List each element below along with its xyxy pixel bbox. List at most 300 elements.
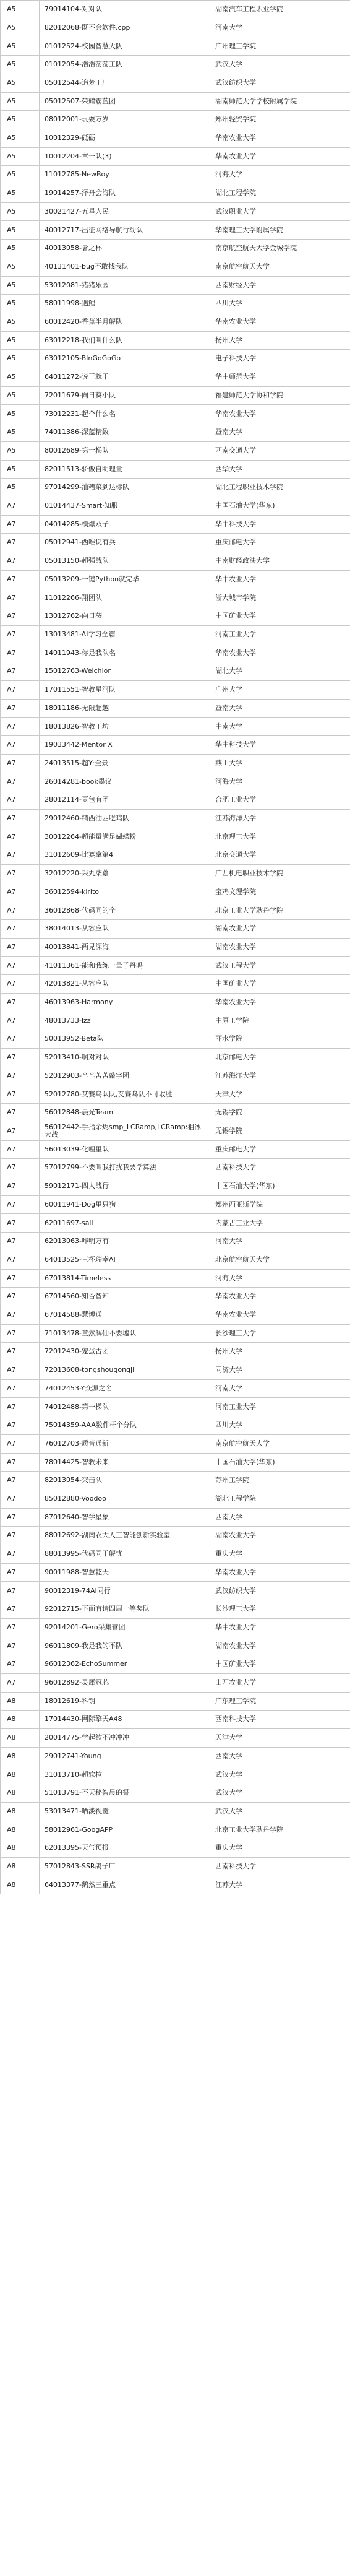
track-level-cell: A7 — [1, 956, 40, 975]
track-level-cell: A7 — [1, 534, 40, 552]
team-cell: 56012442-手指余烬smp_LCRamp,LCRamp:狙冰大战 — [40, 1122, 210, 1140]
school-cell: 湖南农业大学 — [210, 938, 350, 956]
team-cell: 63012218-我们叫什么队 — [40, 331, 210, 350]
table-row — [1, 1490, 350, 1508]
table-row — [1, 607, 350, 626]
table-row — [1, 1085, 350, 1104]
track-level-cell: A7 — [1, 1434, 40, 1453]
table-row — [1, 1821, 350, 1839]
track-level-cell: A7 — [1, 644, 40, 662]
table-row — [1, 1030, 350, 1049]
team-cell: 48013733-lzz — [40, 1012, 210, 1030]
track-level-cell: A5 — [1, 184, 40, 203]
school-cell: 四川大学 — [210, 295, 350, 313]
track-level-cell: A7 — [1, 791, 40, 810]
school-cell: 华南农业大学 — [210, 405, 350, 423]
team-cell: 57012843-SSR鸽子厂 — [40, 1858, 210, 1876]
team-cell: 17011551-智教星河队 — [40, 681, 210, 700]
track-level-cell: A5 — [1, 92, 40, 111]
track-level-cell: A7 — [1, 1269, 40, 1288]
table-row — [1, 1288, 350, 1306]
table-row — [1, 1508, 350, 1527]
team-cell: 52013410-啊对对队 — [40, 1049, 210, 1067]
school-cell: 北京航空航天大学 — [210, 1251, 350, 1269]
table-row — [1, 368, 350, 387]
track-level-cell: A7 — [1, 993, 40, 1012]
track-level-cell: A7 — [1, 1122, 40, 1140]
school-cell: 郑州西亚斯学院 — [210, 1195, 350, 1214]
team-cell: 60012420-香蕉半月解队 — [40, 313, 210, 331]
school-cell: 华中农业大学 — [210, 1618, 350, 1637]
school-cell: 广州大学 — [210, 681, 350, 700]
track-level-cell: A7 — [1, 1545, 40, 1564]
table-row — [1, 1545, 350, 1564]
school-cell: 重庆大学 — [210, 1545, 350, 1564]
track-level-cell: A5 — [1, 479, 40, 497]
school-cell: 河南工业大学 — [210, 1398, 350, 1416]
table-row — [1, 644, 350, 662]
school-cell: 福建师范大学协和学院 — [210, 386, 350, 405]
table-row — [1, 754, 350, 773]
table-row — [1, 1269, 350, 1288]
school-cell: 华南农业大学 — [210, 313, 350, 331]
track-level-cell: A7 — [1, 1140, 40, 1159]
track-level-cell: A7 — [1, 1085, 40, 1104]
school-cell: 中国矿业大学 — [210, 975, 350, 994]
track-level-cell: A8 — [1, 1876, 40, 1894]
track-level-cell: A5 — [1, 460, 40, 479]
team-cell: 85012880-Voodoo — [40, 1490, 210, 1508]
school-cell: 华南农业大学 — [210, 1288, 350, 1306]
track-level-cell: A7 — [1, 1618, 40, 1637]
team-cell: 32012220-采丸柒薹 — [40, 865, 210, 883]
track-level-cell: A5 — [1, 1, 40, 19]
school-cell: 湖北大学 — [210, 662, 350, 681]
school-cell: 中南大学 — [210, 718, 350, 736]
table-row — [1, 1802, 350, 1821]
team-cell: 62011697-sall — [40, 1214, 210, 1233]
team-cell: 18013826-智教工坊 — [40, 718, 210, 736]
team-cell: 40012717-出征网络导航行动队 — [40, 221, 210, 240]
track-level-cell: A5 — [1, 202, 40, 221]
table-row — [1, 846, 350, 865]
school-cell: 重庆邮电大学 — [210, 534, 350, 552]
table-row — [1, 1527, 350, 1545]
team-cell: 72012430-宠蛋古团 — [40, 1343, 210, 1361]
school-cell: 西南科技大学 — [210, 1858, 350, 1876]
team-cell: 51013791-不天秘智晨的誓 — [40, 1784, 210, 1803]
team-cell: 05012544-追梦工厂 — [40, 74, 210, 92]
table-row — [1, 1655, 350, 1674]
table-row — [1, 993, 350, 1012]
team-cell: 18012619-科钥 — [40, 1692, 210, 1711]
school-cell: 华南农业大学 — [210, 1563, 350, 1582]
table-row — [1, 956, 350, 975]
table-row — [1, 405, 350, 423]
team-cell: 97014299-油糟菜到达标队 — [40, 479, 210, 497]
table-row — [1, 441, 350, 460]
track-level-cell: A7 — [1, 1233, 40, 1251]
team-cell: 04014285-模爆双子 — [40, 515, 210, 534]
track-level-cell: A7 — [1, 1673, 40, 1692]
team-cell: 67014560-知否智知 — [40, 1288, 210, 1306]
table-row — [1, 1177, 350, 1196]
table-row — [1, 1600, 350, 1619]
team-cell: 96011809-我是我的不队 — [40, 1637, 210, 1655]
school-cell: 湖南农业大学 — [210, 1527, 350, 1545]
team-cell: 13012762-向日葵 — [40, 607, 210, 626]
team-cell: 52012903-辛辛苦苦敲字团 — [40, 1067, 210, 1085]
school-cell: 河南工业大学 — [210, 625, 350, 644]
school-cell: 江苏大学 — [210, 1876, 350, 1894]
school-cell: 重庆邮电大学 — [210, 1140, 350, 1159]
table-row — [1, 883, 350, 901]
table-row — [1, 515, 350, 534]
team-cell: 56012848-晨光Team — [40, 1104, 210, 1122]
table-row — [1, 1434, 350, 1453]
school-cell: 丽水学院 — [210, 1030, 350, 1049]
track-level-cell: A5 — [1, 258, 40, 276]
table-row — [1, 589, 350, 607]
track-level-cell: A7 — [1, 662, 40, 681]
school-cell: 武汉纺织大学 — [210, 74, 350, 92]
school-cell: 西南交通大学 — [210, 441, 350, 460]
track-level-cell: A7 — [1, 1159, 40, 1177]
track-level-cell: A7 — [1, 1563, 40, 1582]
school-cell: 北京工业大学耿丹学院 — [210, 1821, 350, 1839]
team-cell: 01014437-Smart·知服 — [40, 497, 210, 515]
school-cell: 南京航空航天大学金城学院 — [210, 240, 350, 258]
table-row — [1, 1582, 350, 1600]
team-cell: 46013963-Harmony — [40, 993, 210, 1012]
track-level-cell: A7 — [1, 1361, 40, 1380]
school-cell: 重庆大学 — [210, 1839, 350, 1858]
track-level-cell: A7 — [1, 883, 40, 901]
team-cell: 42013821-从容应队 — [40, 975, 210, 994]
track-level-cell: A5 — [1, 423, 40, 442]
table-row — [1, 938, 350, 956]
table-row — [1, 111, 350, 129]
team-cell: 73012231-起个什么名 — [40, 405, 210, 423]
school-cell: 暨南大学 — [210, 423, 350, 442]
team-cell: 28012114-豆包有团 — [40, 791, 210, 810]
track-level-cell: A8 — [1, 1692, 40, 1711]
school-cell: 武汉纺织大学 — [210, 1582, 350, 1600]
track-level-cell: A7 — [1, 1251, 40, 1269]
track-level-cell: A7 — [1, 1104, 40, 1122]
team-cell: 17014430-网际擎天A48 — [40, 1711, 210, 1729]
track-level-cell: A7 — [1, 1600, 40, 1619]
school-cell: 西南大学 — [210, 1747, 350, 1766]
school-cell: 暨南大学 — [210, 699, 350, 718]
team-cell: 24013515-超Y·全景 — [40, 754, 210, 773]
track-level-cell: A5 — [1, 74, 40, 92]
team-cell: 62013063-咋明万有 — [40, 1233, 210, 1251]
school-cell: 中国矿业大学 — [210, 607, 350, 626]
school-cell: 西南大学 — [210, 1508, 350, 1527]
team-cell: 40131401-bug不敢找我队 — [40, 258, 210, 276]
table-row — [1, 1398, 350, 1416]
team-cell: 05013150-超强战队 — [40, 552, 210, 571]
track-level-cell: A5 — [1, 350, 40, 368]
school-cell: 湖南师范大学学校附属学院 — [210, 92, 350, 111]
team-cell: 79014104-对对队 — [40, 1, 210, 19]
track-level-cell: A7 — [1, 920, 40, 939]
team-cell: 96012362-EchoSummer — [40, 1655, 210, 1674]
team-cell: 74012488-第一梯队 — [40, 1398, 210, 1416]
table-row — [1, 1251, 350, 1269]
table-row — [1, 1637, 350, 1655]
school-cell: 武汉职业大学 — [210, 202, 350, 221]
table-row — [1, 1306, 350, 1324]
track-level-cell: A5 — [1, 56, 40, 74]
table-row — [1, 221, 350, 240]
table-row — [1, 1, 350, 19]
table-row — [1, 975, 350, 994]
school-cell: 广东理工学院 — [210, 1692, 350, 1711]
school-cell: 电子科技大学 — [210, 350, 350, 368]
track-level-cell: A7 — [1, 754, 40, 773]
track-level-cell: A7 — [1, 1508, 40, 1527]
table-row — [1, 1343, 350, 1361]
school-cell: 华南理工大学附属学院 — [210, 221, 350, 240]
school-cell: 无锡学院 — [210, 1122, 350, 1140]
table-row — [1, 129, 350, 147]
team-cell: 62013395-天气预报 — [40, 1839, 210, 1858]
table-row — [1, 1233, 350, 1251]
school-cell: 湖北工程学院 — [210, 184, 350, 203]
table-row — [1, 699, 350, 718]
team-cell: 56013039-化哩里队 — [40, 1140, 210, 1159]
track-level-cell: A7 — [1, 1655, 40, 1674]
team-cell: 64013525-三杯瑞幸AI — [40, 1251, 210, 1269]
team-cell: 08012001-玩耍万岁 — [40, 111, 210, 129]
table-row — [1, 202, 350, 221]
school-cell: 江苏海洋大学 — [210, 1067, 350, 1085]
team-cell: 58012961-GoogAPP — [40, 1821, 210, 1839]
track-level-cell: A7 — [1, 1288, 40, 1306]
school-cell: 燕山大学 — [210, 754, 350, 773]
school-cell: 郑州轻贸学院 — [210, 111, 350, 129]
team-cell: 31012609-比赛拿第4 — [40, 846, 210, 865]
track-level-cell: A7 — [1, 1453, 40, 1472]
school-cell: 河海大学 — [210, 773, 350, 791]
track-level-cell: A5 — [1, 368, 40, 387]
track-level-cell: A7 — [1, 1637, 40, 1655]
team-cell: 64013377-鹅然三重点 — [40, 1876, 210, 1894]
track-level-cell: A7 — [1, 773, 40, 791]
table-row — [1, 184, 350, 203]
table-row — [1, 423, 350, 442]
track-level-cell: A7 — [1, 901, 40, 920]
school-cell: 武汉大学 — [210, 1784, 350, 1803]
table-row — [1, 331, 350, 350]
team-cell: 38014013-从容应队 — [40, 920, 210, 939]
school-cell: 西南财经大学 — [210, 276, 350, 295]
team-cell: 82012068-既不会软件.cpp — [40, 19, 210, 37]
table-row — [1, 1747, 350, 1766]
table-row — [1, 773, 350, 791]
track-level-cell: A8 — [1, 1784, 40, 1803]
track-level-cell: A7 — [1, 718, 40, 736]
results-table-body — [1, 1, 350, 1894]
track-level-cell: A8 — [1, 1839, 40, 1858]
team-cell: 52012780-艾賽乌队队,艾賽乌队不可取胜 — [40, 1085, 210, 1104]
track-level-cell: A5 — [1, 147, 40, 166]
school-cell: 南京航空航天大学 — [210, 1434, 350, 1453]
table-row — [1, 662, 350, 681]
school-cell: 华中科技大学 — [210, 736, 350, 755]
track-level-cell: A8 — [1, 1747, 40, 1766]
table-row — [1, 901, 350, 920]
school-cell: 西南科技大学 — [210, 1159, 350, 1177]
team-cell: 72013608-tongshougongji — [40, 1361, 210, 1380]
track-level-cell: A7 — [1, 1490, 40, 1508]
team-cell: 53012081-猪猪乐园 — [40, 276, 210, 295]
school-cell: 西南科技大学 — [210, 1711, 350, 1729]
track-level-cell: A5 — [1, 240, 40, 258]
table-row — [1, 1012, 350, 1030]
school-cell: 武汉大学 — [210, 1802, 350, 1821]
school-cell: 长沙理工大学 — [210, 1324, 350, 1343]
school-cell: 南京航空航天大学 — [210, 258, 350, 276]
team-cell: 90012319-74AI同行 — [40, 1582, 210, 1600]
team-cell: 50013952-Beta队 — [40, 1030, 210, 1049]
table-row — [1, 1876, 350, 1894]
table-row — [1, 681, 350, 700]
table-row — [1, 570, 350, 589]
school-cell: 中国矿业大学 — [210, 1655, 350, 1674]
table-row — [1, 1324, 350, 1343]
table-row — [1, 736, 350, 755]
track-level-cell: A8 — [1, 1729, 40, 1748]
table-row — [1, 56, 350, 74]
school-cell: 中南财经政法大学 — [210, 552, 350, 571]
school-cell: 江苏海洋大学 — [210, 809, 350, 828]
track-level-cell: A7 — [1, 497, 40, 515]
table-row — [1, 386, 350, 405]
table-row — [1, 1379, 350, 1398]
table-row — [1, 1195, 350, 1214]
table-row — [1, 1673, 350, 1692]
team-cell: 01012054-浩浩荡荡工队 — [40, 56, 210, 74]
team-cell: 88013995-代码同于解忧 — [40, 1545, 210, 1564]
school-cell: 武汉大学 — [210, 1766, 350, 1784]
school-cell: 内蒙古工业大学 — [210, 1214, 350, 1233]
team-cell: 13013481-AI学习全霸 — [40, 625, 210, 644]
school-cell: 华中科技大学 — [210, 515, 350, 534]
team-cell: 01012524-校园智慧大队 — [40, 37, 210, 56]
table-row — [1, 1472, 350, 1490]
track-level-cell: A7 — [1, 975, 40, 994]
school-cell: 广西机电职业技术学院 — [210, 865, 350, 883]
table-row — [1, 74, 350, 92]
track-level-cell: A7 — [1, 1472, 40, 1490]
team-cell: 31013710-超软拉 — [40, 1766, 210, 1784]
team-cell: 71013478-童然解仙不要墟队 — [40, 1324, 210, 1343]
team-cell: 30012264-超能量满足蝴蝶粉 — [40, 828, 210, 846]
team-cell: 59012171-四人战行 — [40, 1177, 210, 1196]
table-row — [1, 1361, 350, 1380]
track-level-cell: A5 — [1, 386, 40, 405]
school-cell: 中国石油大学(华东) — [210, 497, 350, 515]
school-cell: 中国石油大学(华东) — [210, 1177, 350, 1196]
table-row — [1, 1122, 350, 1140]
team-cell: 29012460-精西油西吃鸡队 — [40, 809, 210, 828]
track-level-cell: A7 — [1, 625, 40, 644]
school-cell: 北京邮电大学 — [210, 1049, 350, 1067]
table-row — [1, 809, 350, 828]
table-row — [1, 350, 350, 368]
school-cell: 山西农业大学 — [210, 1673, 350, 1692]
team-cell: 92014201-Gero采集营团 — [40, 1618, 210, 1637]
table-row — [1, 1416, 350, 1435]
school-cell: 湖北工程学院 — [210, 1490, 350, 1508]
table-row — [1, 920, 350, 939]
team-cell: 67014588-慧博通 — [40, 1306, 210, 1324]
school-cell: 中原工学院 — [210, 1012, 350, 1030]
track-level-cell: A7 — [1, 699, 40, 718]
table-row — [1, 1159, 350, 1177]
team-cell: 80012689-第一梯队 — [40, 441, 210, 460]
table-row — [1, 552, 350, 571]
team-cell: 11012266-翔团队 — [40, 589, 210, 607]
team-cell: 74012453-Y众源之名 — [40, 1379, 210, 1398]
table-row — [1, 791, 350, 810]
school-cell: 无锡学院 — [210, 1104, 350, 1122]
track-level-cell: A7 — [1, 681, 40, 700]
school-cell: 华中农业大学 — [210, 570, 350, 589]
school-cell: 武汉大学 — [210, 56, 350, 74]
track-level-cell: A7 — [1, 1177, 40, 1196]
track-level-cell: A5 — [1, 313, 40, 331]
team-cell: 40013058-暑之杯 — [40, 240, 210, 258]
track-level-cell: A7 — [1, 552, 40, 571]
school-cell: 天津大学 — [210, 1085, 350, 1104]
school-cell: 湖南农业大学 — [210, 920, 350, 939]
track-level-cell: A7 — [1, 1067, 40, 1085]
table-row — [1, 1839, 350, 1858]
table-row — [1, 479, 350, 497]
table-row — [1, 828, 350, 846]
track-level-cell: A5 — [1, 37, 40, 56]
track-level-cell: A7 — [1, 1582, 40, 1600]
team-cell: 10012204-章一队(3) — [40, 147, 210, 166]
track-level-cell: A5 — [1, 331, 40, 350]
team-cell: 88012692-湖南农大人工智能创新实验室 — [40, 1527, 210, 1545]
track-level-cell: A7 — [1, 1012, 40, 1030]
table-row — [1, 718, 350, 736]
table-row — [1, 534, 350, 552]
school-cell: 华南农业大学 — [210, 993, 350, 1012]
team-cell: 53013471-晒淡视觉 — [40, 1802, 210, 1821]
school-cell: 浙大城市学院 — [210, 589, 350, 607]
track-level-cell: A7 — [1, 589, 40, 607]
school-cell: 河南大学 — [210, 1233, 350, 1251]
team-cell: 15012763-Welchlor — [40, 662, 210, 681]
team-cell: 78014425-智教未来 — [40, 1453, 210, 1472]
track-level-cell: A8 — [1, 1858, 40, 1876]
school-cell: 华南农业大学 — [210, 644, 350, 662]
track-level-cell: A7 — [1, 1343, 40, 1361]
school-cell: 华南农业大学 — [210, 1306, 350, 1324]
school-cell: 武汉工程大学 — [210, 956, 350, 975]
table-row — [1, 37, 350, 56]
team-cell: 10012329-砥砺 — [40, 129, 210, 147]
track-level-cell: A7 — [1, 1195, 40, 1214]
school-cell: 长沙理工大学 — [210, 1600, 350, 1619]
team-cell: 82011513-骄傲自明理量 — [40, 460, 210, 479]
